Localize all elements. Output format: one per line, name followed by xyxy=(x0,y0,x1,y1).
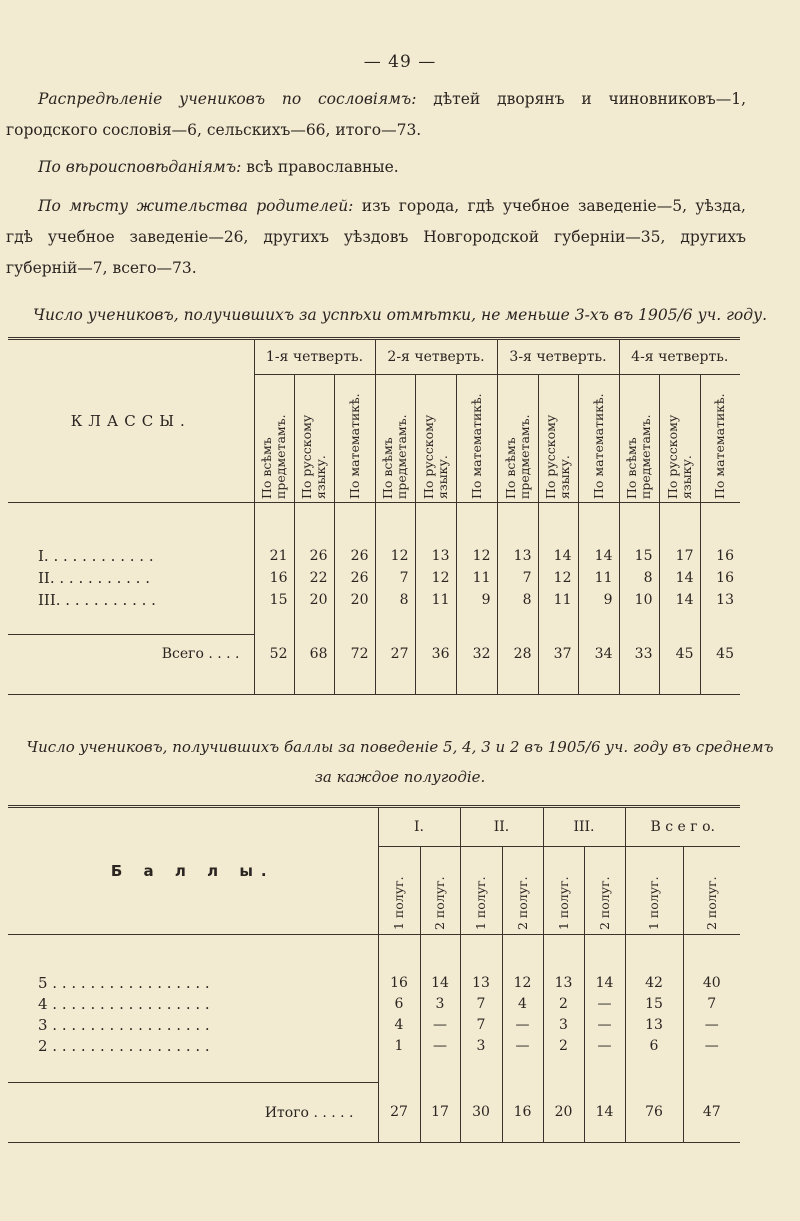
paragraph-religion xyxy=(6,152,746,183)
total-row: Всего . . . . 52 68 72 27 36 32 28 37 34 33 45 45 xyxy=(8,635,740,673)
quarter-header: 1-я четверть. xyxy=(254,339,375,375)
page-number: — 49 — xyxy=(363,52,437,72)
subheader-russian: По русскому языку. xyxy=(420,414,450,499)
subheader-math: По математикѣ. xyxy=(712,392,728,499)
classes-header: КЛАССЫ. xyxy=(8,339,254,503)
table2-caption-line2: за каждое полугодіе. xyxy=(314,768,486,786)
subheader-russian: По русскому языку. xyxy=(664,414,694,499)
subheader-half1: 1 полуг. xyxy=(391,875,406,930)
table-row: 2 . . . . . . . . . . . . . . . . . 1 — 3 — 2 — 6 — xyxy=(8,1036,740,1057)
subheader-half1: 1 полуг. xyxy=(473,875,488,930)
subheader-math: По математикѣ. xyxy=(468,392,484,499)
subheader-russian: По русскому языку. xyxy=(299,414,328,499)
total-row: Итого . . . . . 27 17 30 16 20 14 76 47 xyxy=(8,1083,740,1143)
group-header: I. xyxy=(378,807,460,847)
subheader-half1: 1 полуг. xyxy=(555,875,571,930)
paragraph-heading: По вѣроисповѣданіямъ: xyxy=(38,158,242,176)
paragraph-estates xyxy=(6,84,746,146)
grades-table xyxy=(8,337,740,695)
paragraph-residence xyxy=(6,191,746,284)
paragraph-heading: Распредѣленіе учениковъ по сословіямъ: xyxy=(38,90,417,108)
paragraph-text: изъ города, гдѣ учебное заведеніе—5, уѣзда, гдѣ учебное заведеніе—26, другихъ уѣздовъ Новгородской губерніи—35, другихъ губерній—7, всего—73. xyxy=(6,197,746,277)
subheader-half2: 2 полуг. xyxy=(703,875,719,930)
table-row: II. . . . . . . . . . . 16 22 26 7 12 11 7 12 11 8 14 16 xyxy=(8,567,740,589)
conduct-table xyxy=(8,805,740,1143)
table1-caption: Число учениковъ, получившихъ за успѣхи отмѣтки, не меньше 3-хъ въ 1905/6 уч. году. xyxy=(33,306,767,324)
table-row: 3 . . . . . . . . . . . . . . . . . 4 — 7 — 3 — 13 — xyxy=(8,1015,740,1036)
grades-header: Б а л л ы. xyxy=(8,807,378,935)
subheader-math: По математикѣ. xyxy=(346,392,362,499)
subheader-all: По всѣмъ предметамъ. xyxy=(380,413,409,499)
subheader-half1: 1 полуг. xyxy=(646,875,661,930)
subheader-russian: По русскому языку. xyxy=(543,414,572,499)
paragraph-text: дѣтей дворянъ и чиновниковъ—1, городского сословія—6, сельскихъ—66, итого—73. xyxy=(6,90,747,139)
quarter-header: 4-я четверть. xyxy=(619,339,740,375)
group-header: II. xyxy=(460,807,543,847)
quarter-header: 3-я четверть. xyxy=(497,339,619,375)
group-header: III. xyxy=(543,807,625,847)
paragraph-heading: По мѣсту жительства родителей: xyxy=(38,197,354,215)
subheader-half2: 2 полуг. xyxy=(432,875,447,930)
table-row: 5 . . . . . . . . . . . . . . . . . 16 14 13 12 13 14 42 40 xyxy=(8,973,740,994)
subheader-all: По всѣмъ предметамъ. xyxy=(502,413,532,499)
subheader-half2: 2 полуг. xyxy=(596,875,612,930)
group-header: В с е г о. xyxy=(625,807,740,847)
table-row: III. . . . . . . . . . . 15 20 20 8 11 9 8 11 9 10 14 13 xyxy=(8,589,740,611)
table2-caption-line1: Число учениковъ, получившихъ баллы за поведеніе 5, 4, 3 и 2 въ 1905/6 уч. году въ среднемъ xyxy=(26,738,774,756)
subheader-all: По всѣмъ предметамъ. xyxy=(259,413,288,499)
table-row: 4 . . . . . . . . . . . . . . . . . 6 3 7 4 2 — 15 7 xyxy=(8,994,740,1015)
quarter-header: 2-я четверть. xyxy=(375,339,497,375)
paragraph-text: всѣ православные. xyxy=(241,158,399,176)
subheader-half2: 2 полуг. xyxy=(514,875,530,930)
subheader-all: По всѣмъ предметамъ. xyxy=(624,413,653,499)
table-row: I. . . . . . . . . . . . 21 26 26 12 13 12 13 14 14 15 17 16 xyxy=(8,545,740,567)
subheader-math: По математикѣ. xyxy=(590,392,606,499)
